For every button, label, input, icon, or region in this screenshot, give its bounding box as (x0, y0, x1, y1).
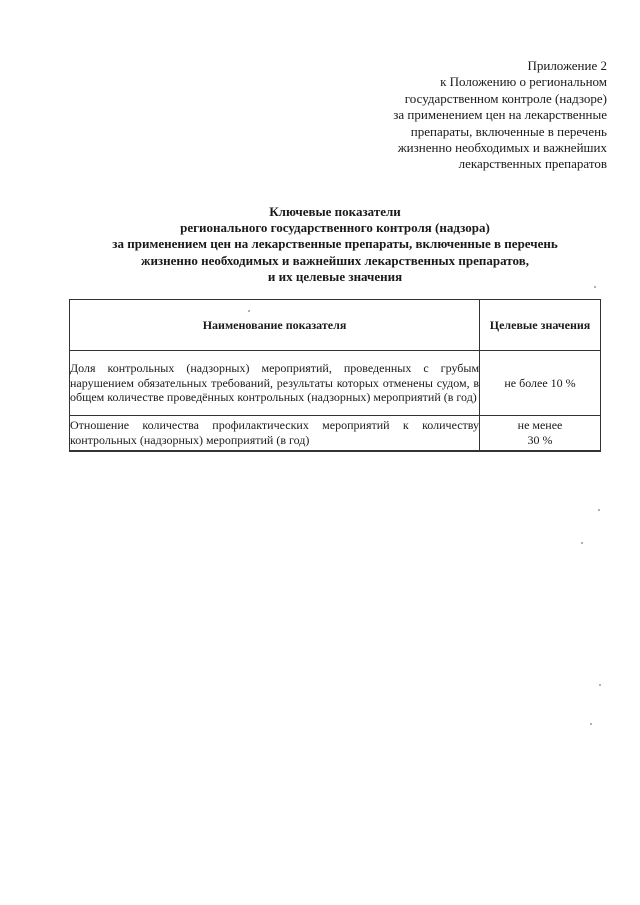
title-line: регионального государственного контроля (надзора) (180, 220, 490, 236)
indicator-name-cell: Доля контрольных (надзорных) мероприятий, проведенных с грубым нарушением обязательных требований, результаты которых отменены судом, в общем количестве проведённых контрольных (надзорных) мероприятий (в год) (70, 351, 480, 416)
target-value-line: не более 10 % (504, 375, 576, 390)
title-line: Ключевые показатели (269, 204, 401, 219)
table-row (70, 416, 601, 452)
appendix-line: лекарственных препаратов (458, 156, 607, 172)
appendix-line: государственном контроле (надзоре) (404, 90, 607, 106)
title-line: жизненно необходимых и важнейших лекарственных препаратов, (141, 252, 529, 268)
target-value-line: не менее (517, 418, 563, 433)
title-line: за применением цен на лекарственные препараты, включенные в перечень (112, 236, 558, 252)
appendix-line: Приложение 2 (527, 58, 607, 73)
table-row (70, 351, 601, 416)
appendix-line: к Положению о региональном (440, 74, 607, 90)
appendix-header (327, 58, 607, 173)
header-indicator-name: Наименование показателя (70, 300, 480, 351)
indicator-name-cell: Отношение количества профилактических мероприятий к количеству контрольных (надзорных) мероприятий (в год) (70, 416, 480, 452)
target-value-cell (480, 351, 601, 416)
scan-speck (248, 310, 250, 312)
scan-speck (581, 542, 583, 544)
scan-speck (590, 723, 592, 725)
indicators-table (69, 299, 601, 452)
document-title (70, 204, 600, 285)
header-target-values: Целевые значения (480, 300, 601, 351)
appendix-line: препараты, включенные в перечень (410, 123, 607, 139)
scan-speck (594, 286, 596, 288)
appendix-line: за применением цен на лекарственные (393, 107, 607, 123)
table-header-row (70, 300, 601, 351)
title-line: и их целевые значения (267, 268, 403, 284)
target-value-cell (480, 416, 601, 452)
scan-speck (598, 509, 600, 511)
appendix-line: жизненно необходимых и важнейших (397, 140, 607, 156)
target-value-line: 30 % (527, 433, 553, 447)
scan-speck (599, 684, 601, 686)
